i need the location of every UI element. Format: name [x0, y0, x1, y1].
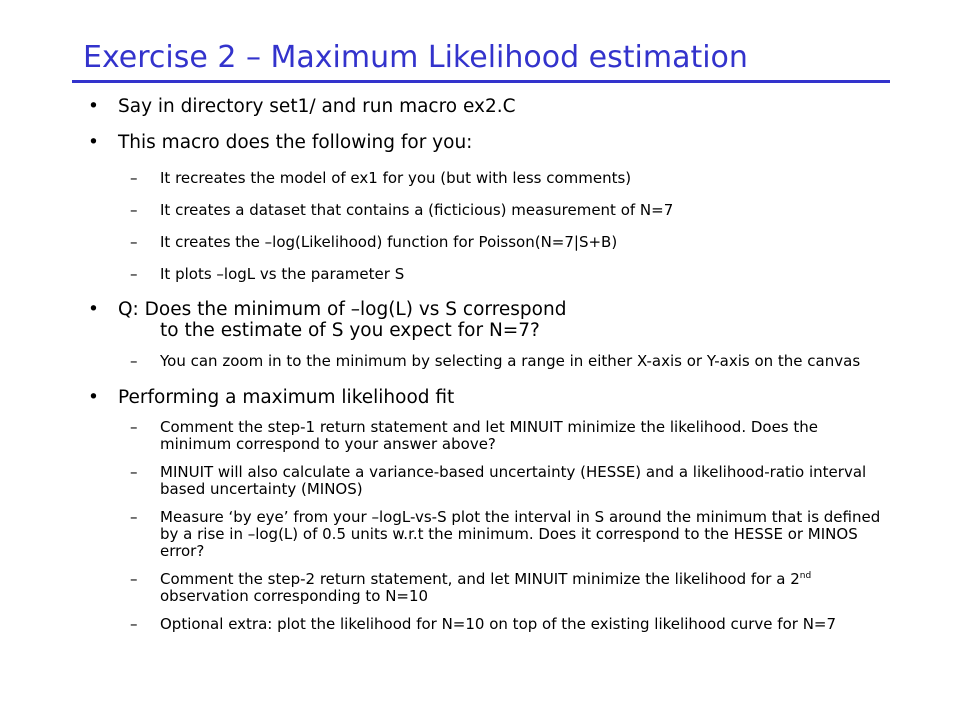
sub-bullet-text: It recreates the model of ex1 for you (but with less comments)	[160, 169, 632, 187]
dash-marker: –	[130, 233, 138, 251]
sub-bullet-text: MINUIT will also calculate a variance-based uncertainty (HESSE) and a likelihood-ratio interval based uncertainty (MINOS)	[160, 463, 867, 498]
bullet-item	[88, 387, 888, 408]
sub-bullet-item	[88, 419, 888, 453]
dash-marker: –	[130, 570, 138, 588]
bullet-dot: •	[88, 387, 99, 408]
dash-marker: –	[130, 169, 138, 187]
sub-bullet-text: Optional extra: plot the likelihood for N=10 on top of the existing likelihood curve for N=7	[160, 615, 837, 633]
sub-bullet-item	[88, 571, 888, 605]
slide-title: Exercise 2 – Maximum Likelihood estimation	[83, 40, 748, 75]
dash-marker: –	[130, 352, 138, 370]
bullet-text: Say in directory set1/ and run macro ex2.C	[118, 96, 516, 117]
sub-bullet-item	[88, 616, 888, 633]
sub-bullet-text: Comment the step-2 return statement, and let MINUIT minimize the likelihood for a 2	[160, 570, 800, 588]
bullet-dot: •	[88, 132, 99, 153]
bullet-text: Q: Does the minimum of –log(L) vs S correspond	[118, 299, 567, 320]
sub-bullet-text: Comment the step-1 return statement and let MINUIT minimize the likelihood. Does the minimum correspond to your answer above?	[160, 418, 819, 453]
sub-bullet-text: It creates the –log(Likelihood) function for Poisson(N=7|S+B)	[160, 233, 618, 251]
bullet-item	[88, 132, 888, 153]
dash-marker: –	[130, 201, 138, 219]
bullet-dot: •	[88, 96, 99, 117]
sub-bullet-text: It creates a dataset that contains a (ficticious) measurement of N=7	[160, 201, 674, 219]
sub-bullet-text-end: observation corresponding to N=10	[160, 587, 429, 605]
title-underline	[72, 80, 890, 83]
dash-marker: –	[130, 463, 138, 481]
slide-body	[88, 96, 888, 633]
sub-bullet-item	[88, 234, 888, 251]
bullet-item	[88, 299, 888, 341]
sub-bullet-item	[88, 170, 888, 187]
sub-bullet-text: It plots –logL vs the parameter S	[160, 265, 405, 283]
sub-bullet-item	[88, 353, 888, 370]
bullet-text: This macro does the following for you:	[118, 132, 473, 153]
dash-marker: –	[130, 418, 138, 436]
bullet-text-continuation: to the estimate of S you expect for N=7?	[160, 320, 540, 341]
bullet-text: Performing a maximum likelihood fit	[118, 387, 455, 408]
dash-marker: –	[130, 508, 138, 526]
dash-marker: –	[130, 615, 138, 633]
bullet-dot: •	[88, 299, 99, 320]
dash-marker: –	[130, 265, 138, 283]
sub-bullet-text: You can zoom in to the minimum by selecting a range in either X-axis or Y-axis on the canvas	[160, 352, 861, 370]
sub-bullet-item	[88, 202, 888, 219]
ordinal-superscript: nd	[799, 571, 812, 581]
sub-bullet-item	[88, 509, 888, 560]
bullet-item	[88, 96, 888, 117]
sub-bullet-item	[88, 266, 888, 283]
sub-bullet-text: Measure ‘by eye’ from your –logL-vs-S plot the interval in S around the minimum that is defined by a rise in –log(L) of 0.5 units w.r.t the minimum. Does it correspond to the HESSE or MINOS error?	[160, 508, 881, 560]
sub-bullet-item	[88, 464, 888, 498]
